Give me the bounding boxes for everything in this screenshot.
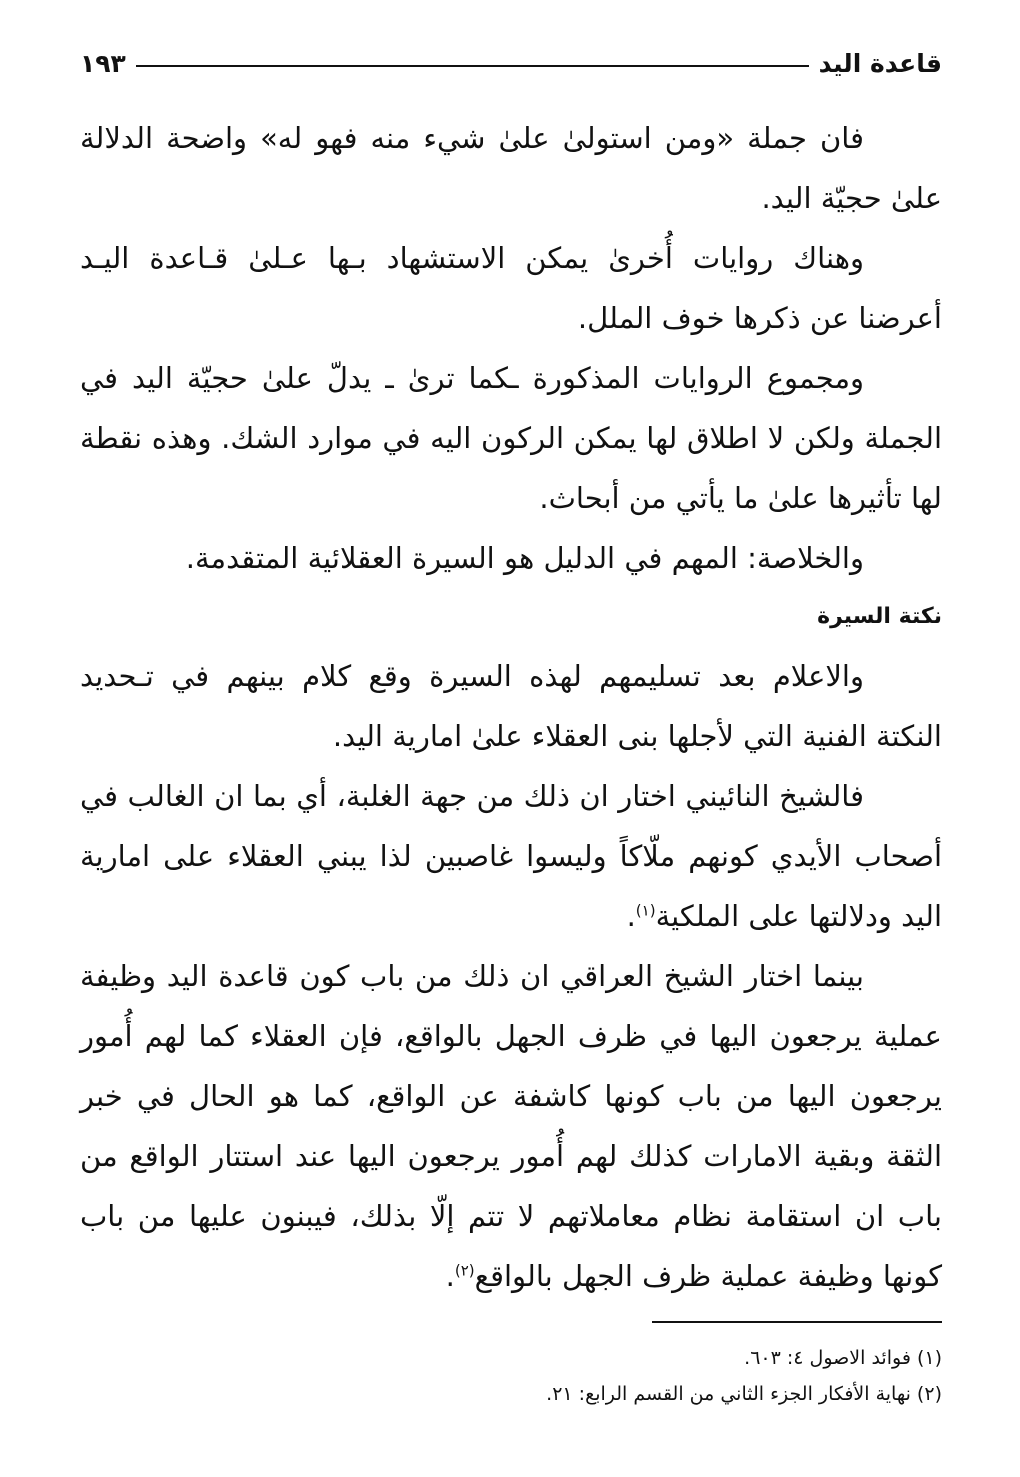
section-subheading: نكتة السيرة [817,604,942,629]
main-text [80,108,942,1306]
paragraph: فان جملة «ومن استولىٰ علىٰ شيء منه فهو له» واضحة الدلالة علىٰ حجيّة اليد. [80,121,942,215]
header-rule [136,65,809,67]
footnote: (٢) نهاية الأفكار الجزء الثاني من القسم الرابع: ٢١. [546,1383,942,1405]
paragraph-text: فالشيخ النائيني اختار ان ذلك من جهة الغلبة، أي بما ان الغالب في أصحاب الأيدي كونهم ملّاكاً وليسوا غاصبين لذا يبني العقلاء على امارية اليد ودلالتها على الملكية [80,779,942,933]
paragraph-end: . [626,899,636,933]
paragraph-naini [80,766,942,946]
page-number: ١٩٣ [80,48,126,78]
paragraph: وهناك روايات أُخرىٰ يمكن الاستشهاد بـها عـلىٰ قـاعدة اليـد أعرضنا عن ذكرها خوف الملل. [80,241,942,335]
paragraph: والخلاصة: المهم في الدليل هو السيرة العقلائية المتقدمة. [185,541,864,575]
paragraph-end: . [445,1259,455,1293]
paragraph: ومجموع الروايات المذكورة ـكما ترىٰ ـ يدلّ علىٰ حجيّة اليد في الجملة ولكن لا اطلاق لها يمكن الركون اليه في موارد الشك. وهذه نقطة لها تأثيرها علىٰ ما يأتي من أبحاث. [80,361,942,515]
footnote-ref: (٢) [454,1261,475,1280]
footnotes [80,1340,942,1412]
paragraph: والاعلام بعد تسليمهم لهذه السيرة وقع كلام بينهم في تـحديد النكتة الفنية التي لأجلها بنى العقلاء علىٰ امارية اليد. [80,659,942,753]
paragraph-text: بينما اختار الشيخ العراقي ان ذلك من باب كون قاعدة اليد وظيفة عملية يرجعون اليها في ظرف الجهل بالواقع، فإن العقلاء كما لهم أُمور يرجعون اليها من باب كونها كاشفة عن الواقع، كما هو الحال في خبر الثقة وبقية الامارات كذلك لهم أُمور يرجعون اليها عند استتار الواقع من باب ان استقامة نظام معاملاتهم لا تتم إلّا بذلك، فيبنون عليها من باب كونها وظيفة عملية ظرف الجهل بالواقع [80,959,942,1293]
paragraph-iraqi [80,946,942,1306]
running-header [80,38,942,88]
header-title: قاعدة اليد [818,48,942,78]
footnote-rule [652,1321,942,1323]
footnote-ref: (١) [635,901,656,920]
footnote: (١) فوائد الاصول ٤: ٦٠٣. [744,1347,942,1369]
